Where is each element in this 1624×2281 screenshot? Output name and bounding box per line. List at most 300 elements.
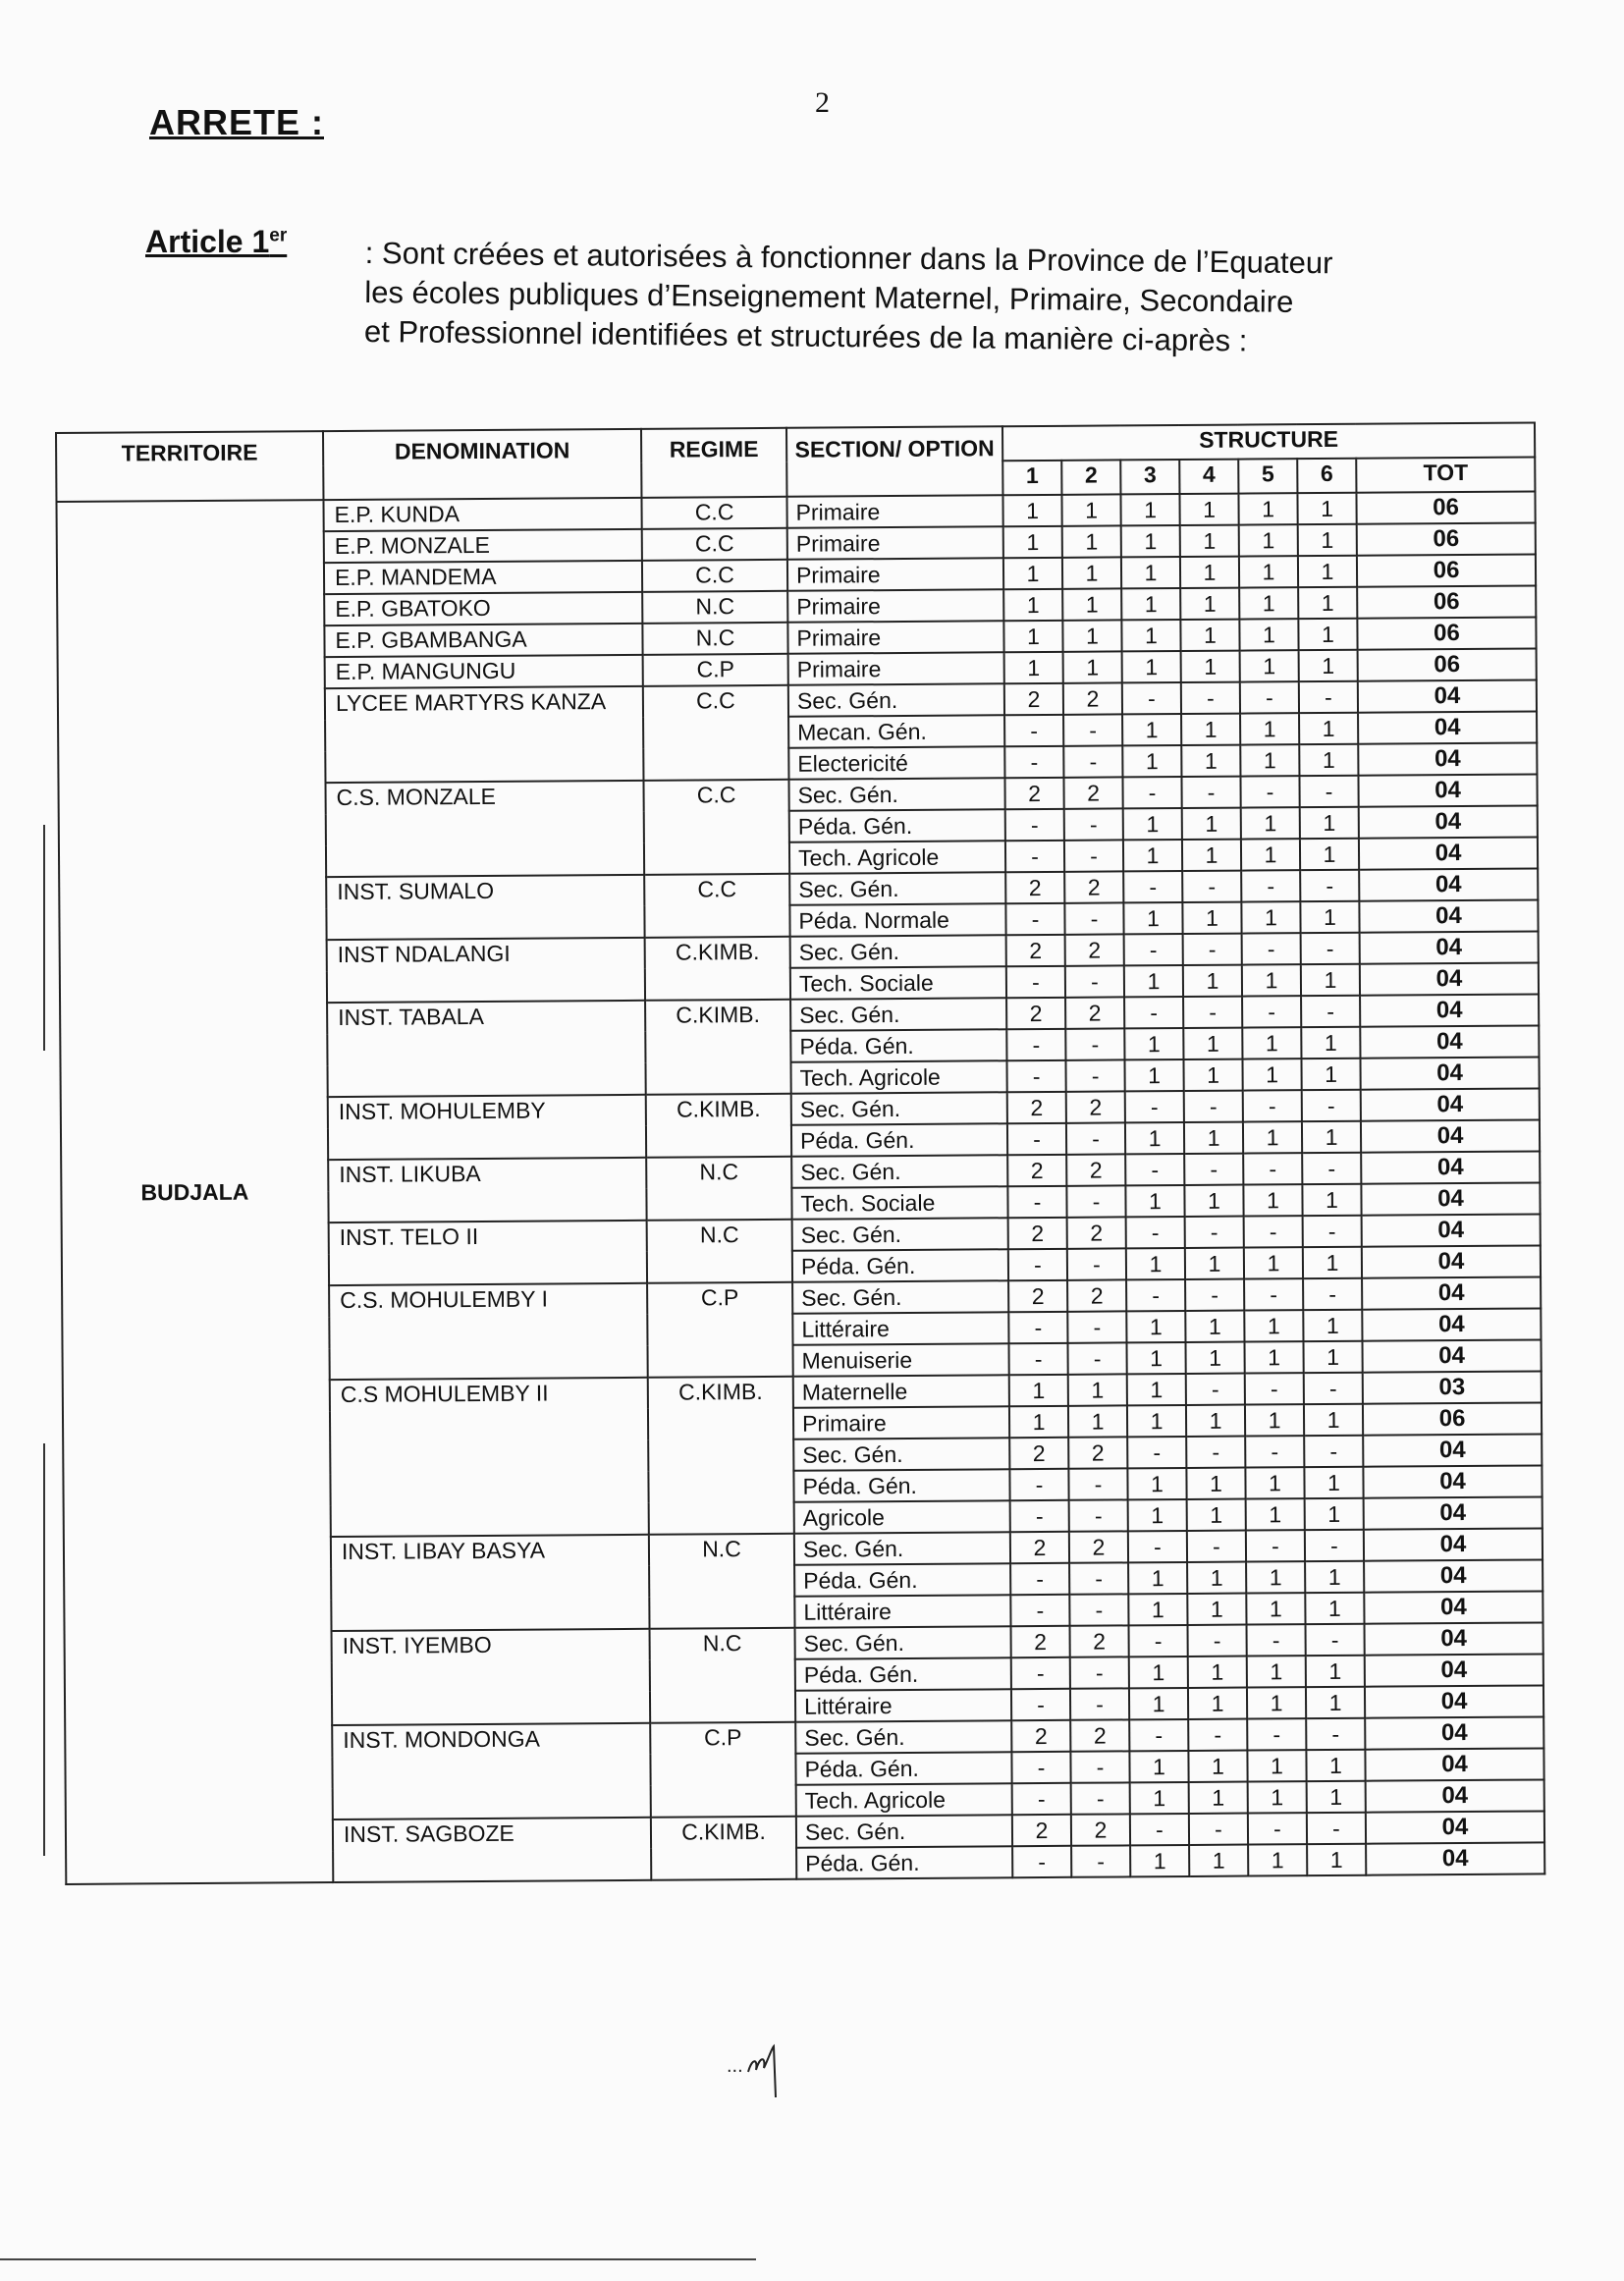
structure-year-2: 2	[1066, 1091, 1125, 1122]
structure-year-4: 1	[1187, 1562, 1246, 1594]
structure-year-1: 2	[1011, 1626, 1070, 1657]
structure-year-1: -	[1010, 1595, 1069, 1626]
structure-total: 06	[1356, 491, 1535, 523]
structure-year-1: 2	[1008, 1218, 1067, 1249]
structure-total: 04	[1364, 1528, 1543, 1560]
structure-total: 04	[1360, 1057, 1539, 1089]
section-option: Primaire	[787, 558, 1003, 591]
structure-year-2: -	[1065, 1059, 1124, 1091]
structure-year-1: -	[1005, 903, 1064, 935]
structure-year-4: -	[1181, 777, 1240, 808]
structure-year-5: -	[1242, 933, 1301, 964]
structure-year-1: 2	[1012, 1815, 1071, 1846]
structure-year-5: 1	[1239, 619, 1298, 650]
section-option: Electericité	[788, 746, 1004, 780]
structure-year-4: -	[1184, 1154, 1243, 1185]
structure-year-1: -	[1007, 1123, 1066, 1155]
structure-year-3: 1	[1127, 1374, 1186, 1405]
structure-year-3: 1	[1122, 714, 1181, 745]
section-option: Sec. Gén.	[795, 1626, 1011, 1659]
school-name: INST. TABALA	[327, 1001, 646, 1097]
structure-year-5: 1	[1239, 524, 1298, 556]
structure-year-5: 1	[1248, 1781, 1307, 1813]
structure-year-5: 1	[1242, 1027, 1301, 1059]
structure-year-4: 1	[1187, 1499, 1246, 1531]
structure-year-6: 1	[1300, 901, 1359, 933]
structure-year-5: -	[1247, 1718, 1306, 1750]
structure-year-3: 1	[1123, 902, 1182, 934]
structure-year-2: 2	[1063, 777, 1122, 808]
structure-year-1: -	[1004, 715, 1063, 746]
structure-year-4: -	[1185, 1217, 1244, 1248]
structure-year-2: -	[1068, 1468, 1127, 1499]
structure-year-3: 1	[1122, 651, 1181, 682]
structure-year-5: -	[1243, 1090, 1302, 1121]
structure-year-4: 1	[1183, 1059, 1242, 1091]
structure-total: 04	[1364, 1559, 1543, 1592]
structure-year-6: 1	[1304, 1404, 1363, 1436]
structure-year-6: 1	[1301, 964, 1360, 996]
structure-year-3: 1	[1129, 1656, 1188, 1688]
structure-year-2: 2	[1065, 934, 1124, 965]
structure-year-4: 1	[1185, 1248, 1244, 1279]
structure-year-3: 1	[1130, 1782, 1189, 1814]
structure-year-5: 1	[1241, 807, 1300, 839]
article-label-sup: er	[269, 225, 288, 246]
section-option: Sec. Gén.	[796, 1815, 1012, 1848]
header-structure: STRUCTURE	[1002, 422, 1535, 461]
header-total: TOT	[1356, 457, 1535, 492]
structure-year-5: -	[1245, 1436, 1304, 1467]
structure-year-2: -	[1068, 1342, 1127, 1374]
structure-year-3: 1	[1123, 840, 1182, 871]
structure-total: 04	[1365, 1716, 1543, 1749]
structure-year-5: -	[1248, 1813, 1307, 1844]
structure-year-4: 1	[1186, 1468, 1245, 1499]
section-option: Littéraire	[795, 1689, 1011, 1722]
structure-year-1: 1	[1009, 1375, 1068, 1406]
school-name: LYCEE MARTYRS KANZA	[325, 686, 644, 783]
structure-total: 06	[1357, 522, 1536, 555]
structure-total: 04	[1361, 1151, 1540, 1183]
structure-year-3: -	[1124, 934, 1183, 965]
section-option: Mecan. Gén.	[788, 715, 1004, 748]
structure-year-1: -	[1011, 1689, 1070, 1720]
structure-year-5: 1	[1247, 1750, 1306, 1781]
school-regime: C.P	[647, 1282, 793, 1378]
school-name: INST NDALANGI	[327, 938, 645, 1003]
structure-year-6: 1	[1299, 650, 1358, 681]
school-regime: C.KIMB.	[648, 1377, 794, 1535]
structure-year-5: 1	[1247, 1687, 1306, 1718]
structure-year-1: 2	[1011, 1720, 1070, 1752]
structure-year-6: 1	[1298, 556, 1357, 587]
section-option: Sec. Gén.	[795, 1720, 1011, 1754]
structure-year-4: 1	[1185, 1311, 1244, 1342]
structure-year-2: 2	[1068, 1437, 1127, 1468]
school-regime: C.KIMB.	[651, 1817, 796, 1880]
structure-year-5: -	[1245, 1373, 1304, 1404]
structure-year-6: 1	[1303, 1247, 1362, 1278]
structure-year-4: 1	[1182, 808, 1241, 840]
structure-year-6: 1	[1303, 1341, 1362, 1373]
structure-total: 04	[1361, 1088, 1540, 1120]
structure-year-3: -	[1124, 997, 1183, 1028]
structure-year-4: 1	[1183, 965, 1242, 997]
structure-year-4: -	[1189, 1814, 1248, 1845]
structure-year-1: -	[1007, 1186, 1066, 1218]
structure-year-4: -	[1182, 871, 1241, 902]
structure-year-2: 1	[1062, 620, 1121, 651]
school-regime: N.C	[649, 1534, 795, 1629]
school-name: E.P. GBAMBANGA	[324, 624, 642, 657]
structure-year-6: 1	[1298, 587, 1357, 619]
structure-year-3: 1	[1124, 965, 1183, 997]
structure-total: 04	[1359, 868, 1538, 900]
structure-year-6: 1	[1297, 493, 1356, 524]
structure-year-5: 1	[1240, 744, 1299, 776]
school-name: INST. SAGBOZE	[333, 1818, 651, 1882]
structure-year-5: 1	[1241, 839, 1300, 870]
structure-year-2: -	[1067, 1248, 1126, 1279]
header-section-option: SECTION/ OPTION	[786, 426, 1002, 497]
section-option: Péda. Gén.	[790, 1029, 1006, 1062]
structure-year-2: -	[1069, 1594, 1128, 1625]
section-option: Primaire	[788, 652, 1004, 685]
structure-year-3: -	[1128, 1531, 1187, 1562]
header-year-3: 3	[1120, 460, 1179, 494]
structure-year-1: -	[1010, 1500, 1069, 1532]
structure-year-2: 2	[1064, 871, 1123, 902]
structure-year-1: -	[1008, 1249, 1067, 1280]
structure-year-3: -	[1123, 871, 1182, 902]
structure-year-1: -	[1006, 1029, 1065, 1060]
structure-year-3: -	[1126, 1279, 1185, 1311]
section-option: Primaire	[786, 495, 1002, 528]
school-regime: N.C	[642, 591, 787, 624]
structure-year-3: 1	[1128, 1499, 1187, 1531]
school-name: C.S MOHULEMBY II	[330, 1378, 649, 1537]
structure-year-2: 2	[1067, 1217, 1126, 1248]
structure-year-1: 2	[1005, 872, 1064, 903]
structure-year-5: -	[1246, 1530, 1305, 1561]
structure-year-4: -	[1187, 1531, 1246, 1562]
structure-year-6: -	[1301, 996, 1360, 1027]
structure-year-5: 1	[1239, 587, 1298, 619]
header-year-2: 2	[1061, 460, 1120, 494]
structure-year-4: -	[1188, 1625, 1247, 1656]
structure-year-2: 1	[1068, 1405, 1127, 1437]
structure-year-6: 1	[1303, 1310, 1362, 1341]
structure-year-6: 1	[1300, 807, 1359, 839]
structure-year-6: -	[1301, 933, 1360, 964]
structure-year-5: 1	[1242, 964, 1301, 996]
section-option: Agricole	[794, 1500, 1010, 1534]
structure-year-3: 1	[1124, 1028, 1183, 1059]
section-option: Menuiserie	[793, 1343, 1009, 1377]
section-option: Sec. Gén.	[792, 1218, 1008, 1251]
article-line: et Professionnel identifiées et structurées de la manière ci-après :	[363, 313, 1248, 358]
structure-total: 06	[1357, 617, 1536, 649]
article-line: les écoles publiques d’Enseignement Maternel, Primaire, Secondaire	[364, 274, 1294, 319]
school-regime: C.C	[642, 528, 787, 561]
structure-total: 04	[1365, 1622, 1543, 1655]
article-line: : Sont créées et autorisées à fonctionner dans la Province de l’Equateur	[364, 235, 1333, 281]
structure-year-1: -	[1009, 1469, 1068, 1500]
structure-total: 04	[1365, 1748, 1543, 1780]
section-option: Sec. Gén.	[793, 1438, 1009, 1471]
school-regime: N.C	[646, 1157, 791, 1221]
margin-mark	[43, 825, 45, 1051]
structure-year-2: 1	[1062, 557, 1121, 588]
structure-year-4: -	[1184, 1091, 1243, 1122]
structure-year-2: -	[1063, 745, 1122, 777]
structure-total: 04	[1362, 1276, 1541, 1309]
section-option: Tech. Sociale	[791, 1186, 1007, 1220]
structure-year-5: 1	[1243, 1121, 1302, 1153]
structure-year-2: 2	[1069, 1531, 1128, 1562]
section-option: Sec. Gén.	[792, 1280, 1008, 1314]
structure-year-5: -	[1244, 1216, 1303, 1247]
section-option: Péda. Normale	[789, 903, 1005, 937]
structure-year-3: 1	[1122, 745, 1181, 777]
section-option: Sec. Gén.	[790, 998, 1006, 1031]
structure-year-1: -	[1009, 1343, 1068, 1375]
structure-year-2: 2	[1063, 682, 1122, 714]
structure-year-5: 1	[1241, 901, 1300, 933]
school-name: E.P. MONZALE	[324, 529, 642, 563]
school-name: E.P. GBATOKO	[324, 592, 642, 625]
structure-year-6: 1	[1302, 1184, 1361, 1216]
school-name: INST. SUMALO	[326, 875, 644, 940]
structure-year-3: -	[1130, 1814, 1189, 1845]
structure-total: 04	[1366, 1811, 1544, 1843]
structure-year-4: 1	[1180, 557, 1239, 588]
structure-year-2: 2	[1070, 1719, 1129, 1751]
structure-year-5: 1	[1240, 713, 1299, 744]
structure-total: 03	[1363, 1371, 1542, 1403]
structure-year-4: -	[1188, 1719, 1247, 1751]
structure-year-6: -	[1304, 1373, 1363, 1404]
structure-year-6: -	[1302, 1153, 1361, 1184]
structure-year-3: 1	[1121, 588, 1180, 620]
structure-year-6: 1	[1306, 1687, 1365, 1718]
structure-year-5: -	[1240, 681, 1299, 713]
school-name: E.P. KUNDA	[323, 498, 641, 531]
structure-year-5: 1	[1242, 1059, 1301, 1090]
structure-year-5: 1	[1244, 1341, 1303, 1373]
structure-total: 04	[1366, 1842, 1544, 1874]
structure-year-1: 1	[1003, 589, 1062, 621]
structure-year-4: 1	[1181, 714, 1240, 745]
structure-year-4: 1	[1183, 1028, 1242, 1059]
structure-year-4: 1	[1186, 1405, 1245, 1437]
structure-total: 04	[1360, 931, 1539, 963]
structure-year-3: 1	[1121, 525, 1180, 557]
structure-year-5: 1	[1243, 1184, 1302, 1216]
structure-year-3: 1	[1126, 1248, 1185, 1279]
structure-year-2: 1	[1061, 494, 1120, 525]
structure-year-4: 1	[1189, 1782, 1248, 1814]
structure-year-3: 1	[1130, 1845, 1189, 1876]
school-regime: C.C	[643, 685, 789, 781]
structure-total: 04	[1362, 1214, 1541, 1246]
footer-dots: ...	[727, 2055, 743, 2077]
structure-year-6: 1	[1306, 1656, 1365, 1687]
structure-year-6: 1	[1302, 1121, 1361, 1153]
school-regime: C.P	[650, 1722, 796, 1818]
structure-year-6: 1	[1306, 1750, 1365, 1781]
structure-year-4: -	[1181, 682, 1240, 714]
structure-year-3: 1	[1126, 1311, 1185, 1342]
school-regime: C.C	[643, 780, 789, 875]
structure-total: 04	[1363, 1434, 1542, 1466]
header-year-5: 5	[1238, 459, 1297, 493]
structure-year-1: -	[1010, 1563, 1069, 1595]
structure-year-4: 1	[1187, 1594, 1246, 1625]
structure-year-5: 1	[1238, 493, 1297, 524]
article-text	[364, 234, 1465, 363]
structure-year-2: -	[1066, 1122, 1125, 1154]
structure-year-5: -	[1242, 996, 1301, 1027]
structure-year-1: 1	[1003, 621, 1062, 652]
structure-year-2: -	[1066, 1185, 1125, 1217]
structure-year-1: -	[1008, 1312, 1067, 1343]
structure-year-6: 1	[1298, 619, 1357, 650]
structure-year-2: -	[1065, 965, 1124, 997]
school-name: INST. MONDONGA	[332, 1723, 651, 1819]
structure-total: 04	[1362, 1339, 1541, 1372]
structure-year-2: 2	[1066, 1154, 1125, 1185]
structure-year-3: 1	[1127, 1342, 1186, 1374]
structure-total: 04	[1366, 1779, 1544, 1812]
structure-year-1: -	[1005, 841, 1064, 872]
structure-total: 04	[1358, 711, 1537, 743]
structure-year-3: 1	[1124, 1059, 1183, 1091]
structure-year-1: 2	[1006, 935, 1065, 966]
section-option: Péda. Gén.	[789, 809, 1005, 842]
structure-year-3: 1	[1121, 557, 1180, 588]
section-option: Péda. Gén.	[794, 1563, 1010, 1597]
structure-year-2: 2	[1067, 1279, 1126, 1311]
structure-year-3: -	[1125, 1154, 1184, 1185]
structure-total: 04	[1362, 1245, 1541, 1277]
structure-year-6: 1	[1301, 1059, 1360, 1090]
structure-year-2: 2	[1070, 1625, 1129, 1656]
structure-year-2: 1	[1068, 1374, 1127, 1405]
structure-total: 04	[1361, 1119, 1540, 1152]
school-regime: N.C	[642, 623, 787, 655]
structure-year-5: 1	[1239, 556, 1298, 587]
structure-year-1: 1	[1003, 526, 1062, 558]
structure-year-3: -	[1122, 682, 1181, 714]
structure-year-1: -	[1011, 1657, 1070, 1689]
structure-year-5: 1	[1246, 1498, 1305, 1530]
structure-year-6: 1	[1299, 713, 1358, 744]
section-option: Tech. Sociale	[790, 966, 1006, 1000]
header-year-4: 4	[1179, 460, 1238, 494]
structure-year-6: -	[1306, 1718, 1365, 1750]
structure-year-5: 1	[1246, 1561, 1305, 1593]
structure-year-1: -	[1005, 809, 1064, 841]
section-option: Sec. Gén.	[791, 1092, 1007, 1125]
section-option: Sec. Gén.	[790, 935, 1006, 968]
section-option: Sec. Gén.	[788, 778, 1004, 811]
page-bottom-rule	[0, 2258, 756, 2260]
structure-year-1: 2	[1010, 1532, 1069, 1563]
structure-year-5: 1	[1240, 650, 1299, 681]
school-name: C.S. MOHULEMBY I	[329, 1283, 648, 1380]
structure-total: 06	[1357, 585, 1536, 618]
structure-year-3: 1	[1121, 620, 1180, 651]
structure-year-4: 1	[1180, 620, 1239, 651]
structure-year-4: 1	[1188, 1688, 1247, 1719]
structure-year-5: 1	[1244, 1247, 1303, 1278]
structure-year-4: 1	[1185, 1342, 1244, 1374]
school-name: INST. LIKUBA	[328, 1158, 646, 1222]
structure-year-6: 1	[1305, 1593, 1364, 1624]
school-regime: N.C	[650, 1628, 796, 1723]
structure-total: 04	[1361, 1182, 1540, 1215]
structure-year-4: 1	[1180, 525, 1239, 557]
structure-year-4: 1	[1179, 494, 1238, 525]
structure-year-6: 1	[1299, 744, 1358, 776]
structure-year-2: -	[1069, 1499, 1128, 1531]
structure-year-6: -	[1304, 1436, 1363, 1467]
structure-total: 04	[1358, 742, 1537, 775]
structure-year-3: -	[1129, 1719, 1188, 1751]
structure-total: 04	[1359, 899, 1538, 932]
section-option: Péda. Gén.	[793, 1469, 1009, 1502]
structure-year-4: 1	[1182, 840, 1241, 871]
structure-year-6: 1	[1301, 1027, 1360, 1059]
structure-year-2: -	[1064, 808, 1123, 840]
structure-year-2: -	[1070, 1656, 1129, 1688]
section-option: Primaire	[787, 526, 1003, 560]
structure-year-1: 1	[1002, 495, 1061, 526]
structure-year-6: 1	[1304, 1467, 1363, 1498]
structure-year-1: 1	[1004, 652, 1063, 683]
structure-year-4: 1	[1188, 1656, 1247, 1688]
school-regime: C.KIMB.	[645, 937, 790, 1001]
structure-year-5: 1	[1247, 1656, 1306, 1687]
section-option: Péda. Gén.	[796, 1846, 1012, 1879]
structure-total: 04	[1360, 962, 1539, 995]
structure-total: 04	[1363, 1465, 1542, 1497]
structure-year-4: -	[1186, 1437, 1245, 1468]
structure-year-6: -	[1300, 870, 1359, 901]
structure-year-4: 1	[1182, 902, 1241, 934]
structure-total: 04	[1360, 994, 1539, 1026]
school-regime: C.C	[642, 560, 787, 592]
structure-year-3: 1	[1128, 1594, 1187, 1625]
structure-year-2: -	[1064, 840, 1123, 871]
school-name: C.S. MONZALE	[325, 781, 644, 877]
structure-year-2: -	[1071, 1845, 1130, 1876]
school-name: INST. LIBAY BASYA	[331, 1535, 650, 1631]
structure-year-2: -	[1069, 1562, 1128, 1594]
school-regime: C.KIMB.	[645, 1000, 791, 1095]
structure-year-6: -	[1303, 1278, 1362, 1310]
structure-total: 06	[1358, 648, 1537, 680]
school-name: E.P. MANDEMA	[324, 561, 642, 594]
structure-year-3: -	[1125, 1091, 1184, 1122]
structure-year-2: 1	[1062, 588, 1121, 620]
structure-year-2: 2	[1071, 1814, 1130, 1845]
section-option: Péda. Gén.	[795, 1657, 1011, 1691]
structure-year-1: 2	[1007, 1155, 1066, 1186]
structure-year-6: -	[1306, 1624, 1365, 1656]
